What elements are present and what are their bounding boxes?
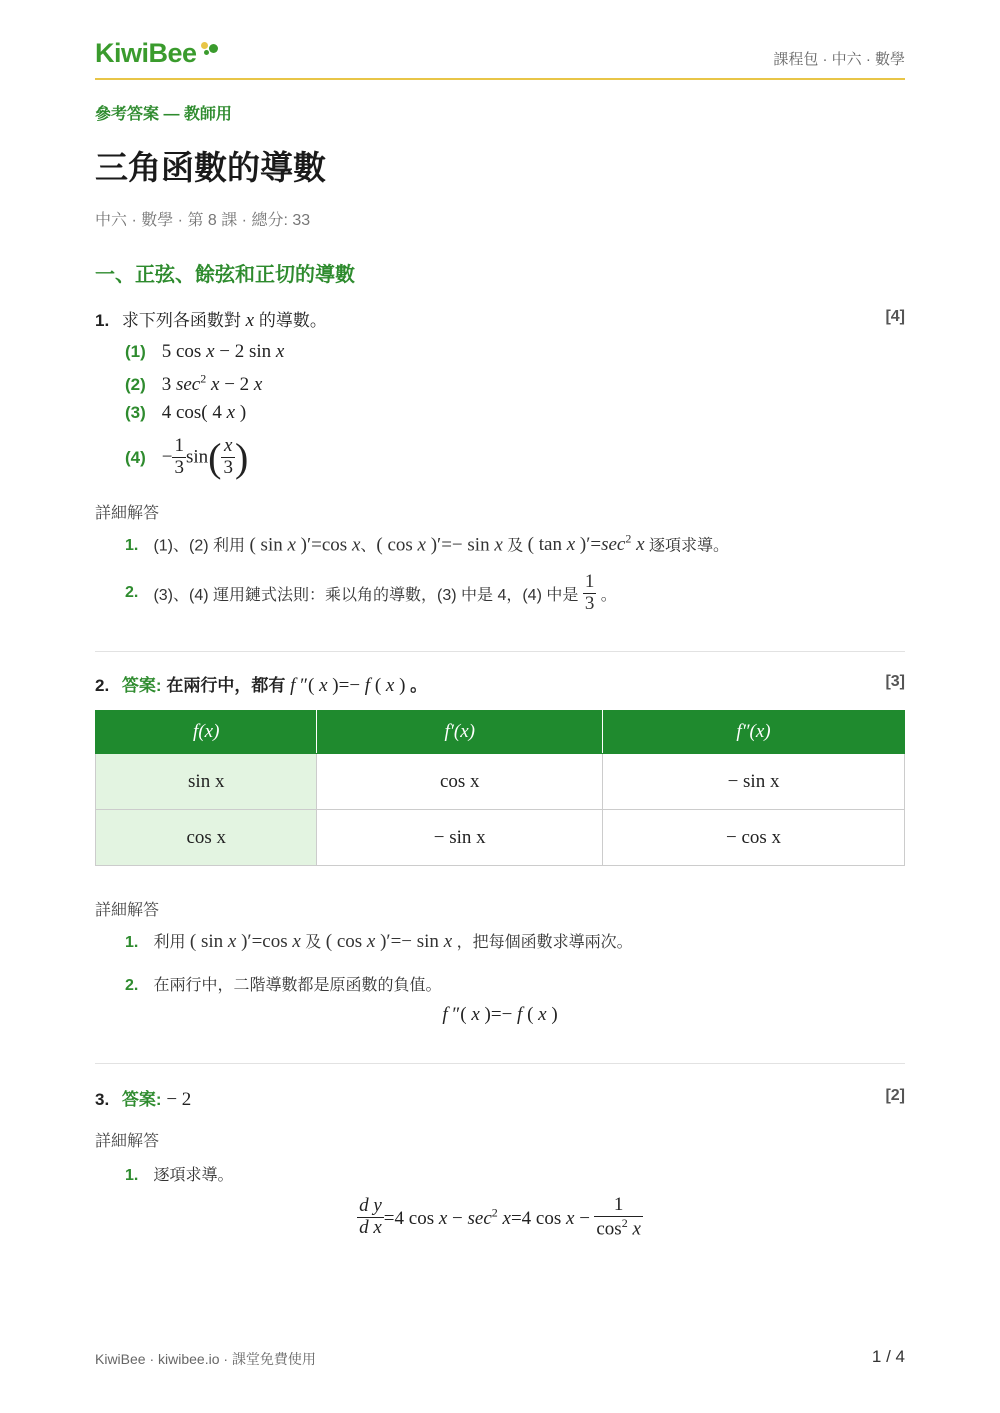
divider	[95, 651, 905, 652]
table-cell: cos x	[317, 754, 603, 810]
solution-step: 2. (3)、(4) 運用鏈式法則：乘以角的導數，(3) 中是 4，(4) 中是 $\frac{1}{3}$ 。	[125, 571, 617, 614]
part-2: (2) 3 $\sec^2 x - 2$ x	[125, 372, 263, 396]
marks: [2]	[885, 1087, 905, 1104]
page-number: 1 / 4	[871, 1347, 905, 1366]
formula: $\frac{\text{d y}}{\text{d x}}$ =4 $\cos x - \sec^2 x=4$ cos x − $\frac{1}{\cos^2 x}$	[359, 1194, 641, 1240]
derivative-table	[95, 710, 905, 866]
doc-subtitle: 參考答案 — 教師用	[95, 106, 232, 123]
table-cell: sin x	[96, 754, 317, 810]
table-cell: − sin x	[603, 754, 905, 810]
question-3: 3. 答案: − 2 [2]	[95, 1087, 905, 1110]
page-title: 三角函數的導數	[95, 148, 326, 187]
detail-label: 詳細解答	[95, 902, 160, 919]
table-row	[96, 810, 905, 866]
part-3: (3) 4 cos( 4 x )	[125, 402, 247, 423]
part-4: (4) − $\frac{1}{3}$ sin( $\frac{x}{3}$ )	[125, 435, 249, 480]
table-cell: cos x	[96, 810, 317, 866]
table-header: f(x)	[96, 711, 317, 754]
question-prompt: 求下列各函數對 x 的導數。	[121, 310, 327, 331]
table-cell: − cos x	[603, 810, 905, 866]
answer-label: 答案:	[121, 1090, 162, 1109]
footer-credit: KiwiBee · kiwibee.io · 課堂免費使用	[95, 1351, 316, 1367]
answer-text: 在兩行中，都有	[166, 676, 286, 695]
detail-label: 詳細解答	[95, 1133, 160, 1150]
breadcrumb: 課程包 · 中六 · 數學	[773, 51, 905, 68]
answer-value: − 2	[166, 1089, 192, 1110]
formula: f ″( x )=− f ( x )	[442, 1004, 558, 1025]
table-row	[96, 754, 905, 810]
table-header: f″(x)	[603, 711, 905, 754]
solution-step: 1. 利用 ( sin x )′=cos x 及 ( cos x )′=− sin x ，把每個函數求導兩次。	[125, 931, 633, 952]
page-header	[95, 36, 905, 80]
marks: [4]	[885, 308, 905, 325]
detail-label: 詳細解答	[95, 505, 160, 522]
doc-meta: 中六 · 數學 · 第 8 課 · 總分: 33	[95, 212, 311, 229]
question-2: 2. 答案: 在兩行中，都有 f ″( x )=− f ( x ) 。 [3]	[95, 673, 905, 696]
solution-step: 2. 在兩行中，二階導數都是原函數的負值。	[125, 977, 442, 994]
question-1	[95, 306, 905, 332]
table-cell: − sin x	[317, 810, 603, 866]
solution-step: 1. (1)、(2) 利用 ( sin x )′=cos x、( cos x )′=− sin x 及 ( tan x )$'=\sec^2$ x 逐項求導。	[125, 532, 730, 556]
solution-step: 1. 逐項求導。	[125, 1167, 234, 1184]
answer-label: 答案:	[121, 676, 162, 695]
marks: [3]	[885, 673, 905, 690]
divider	[95, 1063, 905, 1064]
bee-icon	[199, 38, 221, 58]
part-1: (1) 5 cos x − 2 sin x	[125, 341, 285, 362]
section-title: 一、正弦、餘弦和正切的導數	[95, 264, 355, 286]
question-number: 1.	[95, 311, 110, 330]
kiwibee-logo[interactable]: KiwiBee	[95, 38, 221, 69]
table-header: f′(x)	[317, 711, 603, 754]
